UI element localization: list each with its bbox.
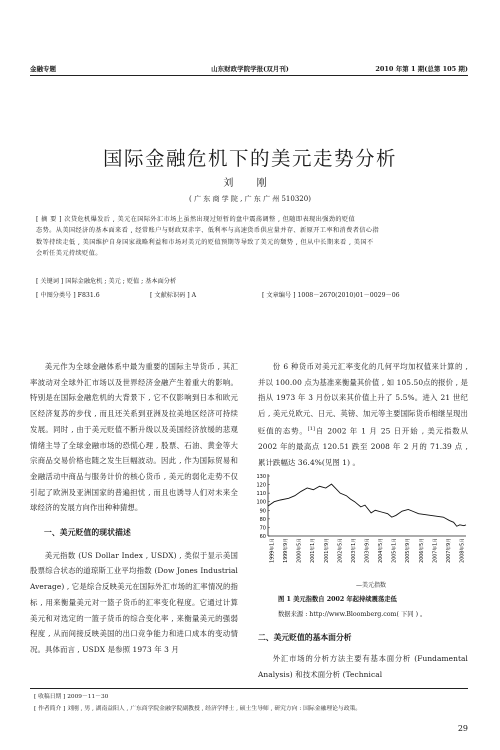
article-author: 刘 刚 [223, 178, 277, 189]
x-tick-label: 2005年1月 [392, 538, 398, 563]
right-column-bottom [258, 651, 468, 682]
abstract-line: 会听任美元持续贬值。 [36, 250, 102, 258]
usdx-chart [254, 470, 470, 580]
y-tick-label: 130 [256, 474, 266, 480]
x-tick-label: 2007年1月 [433, 538, 439, 563]
figure-source: 数据来源 : http://www.Bloomberg.com( 下同 ) 。 [278, 611, 427, 618]
y-tick-label: 80 [259, 516, 266, 523]
y-tick-label: 90 [259, 508, 266, 515]
figure-caption: 图 1 美元指数自 2002 年起持续震荡走低 [278, 596, 397, 603]
paragraph: 美元指数 (US Dollar Index , USDX) , 类似于显示美国股票综合状态的道琼斯工业平均指数 (Dow Jones Industrial Average) , 它是综合反映美元在国际外汇市场的汇率情况的指标 , 用来衡量美元对一篮子货币的汇率变化程度。它通过计算美元和对选定的一篮子货币的综合变化率 , 来衡量美元的强弱程度 , 从而间接反映美国的出口竞争能力和进口成本的变动情况。具体而言 , USDX 是参照 1973 年 3 月 [30, 550, 238, 654]
x-tick-label: 2007年9月 [446, 538, 452, 563]
article-number: [ 文章编号 ] 1008－2670(2010)01－0029－06 [262, 292, 400, 299]
series-line-usdx [268, 484, 466, 526]
y-tick-label: 120 [256, 482, 266, 489]
y-tick-label: 110 [256, 491, 266, 498]
y-tick-label: 70 [259, 525, 266, 532]
header-rule [30, 75, 468, 76]
paragraph: 美元作为全球金融体系中最为重要的国际主导货币 , 其汇率波动对全球外汇市场以及世界经济金融产生着重大的影响。特别是在国际金融危机的大背景下 , 它不仅影响到日本和欧元区经济复苏的步伐 , 而且还关系到亚洲及拉美地区经济可持续发展。同时 , 由于美元贬值不断升级以及美国经济放缓的悲观情绪主导了全球金融市场的恐慌心理 , 股票、石油、黄金等大宗商品交易价格也随之发生巨幅波动。因此 , 作为国际贸易和金融活动中商品与服务计价的核心货币 , 美元的弱化走势不仅引起了欧洲及亚洲国家的普遍担忧 , 而且也诱导人们对未来全球经济的发展方向作出种种猜想。 [30, 362, 238, 513]
clc-number: [ 中图分类号 ] F831.6 [36, 292, 100, 299]
x-tick-label: 2001年9月 [324, 538, 330, 563]
running-header-center: 山东财政学院学报(双月刊) [211, 65, 289, 73]
running-header-right: 2010 年第 1 期(总第 105 期) [375, 65, 468, 73]
x-tick-label: 2002年5月 [338, 538, 344, 563]
abstract-line: 态势。从美国经济的基本面来看 , 经常账户与财政双赤字、低利率与高速货币供应量并存、新原开工率和消费者信心指 [36, 227, 380, 235]
left-column [30, 359, 238, 658]
x-tick-label: 2006年5月 [419, 538, 425, 563]
x-tick-label: 2003年1月 [351, 538, 357, 563]
footnote-author-bio: [ 作者简介 ] 刘刚 , 男 , 湖南益阳人 , 广东商学院金融学院副教授 , 经济学博士 , 硕士生导师 , 研究方向 : 国际金融理论与政策。 [34, 706, 362, 712]
abstract-line: [ 摘 要 ] 次贷危机爆发后 , 美元在国际外汇市场上虽然出现过短暂的盘中震荡调整 , 但随即表现出强劲的贬值 [36, 216, 356, 223]
right-column-top [258, 359, 468, 470]
paragraph-part: 份 6 种货币对美元汇率变化的几何平均加权值来计算的 , 并以 100.00 点为基准来衡量其价值 , 如 105.50点的报价 , 是指从 1973 年 3 月份以来其价值上升了 5.5%。进入 21 世纪后 , 美元兑欧元、日元、英镑、加元等主要国际货币相继呈现出贬值的态势。 [258, 362, 468, 436]
keywords: [ 关键词 ] 国际金融危机 ; 美元 ; 贬值 ; 基本面分析 [36, 278, 177, 285]
x-tick-label: 2004年5月 [379, 538, 385, 563]
x-tick-label: 2001年1月 [311, 538, 317, 563]
article-affiliation: ( 广 东 商 学 院 , 广 东 广 州 510320) [189, 195, 311, 203]
section-heading-2: 二、美元贬值的基本面分析 [258, 633, 352, 642]
footnote-received: [ 收稿日期 ] 2009－11－30 [34, 694, 109, 700]
footnote-rule [30, 688, 468, 689]
x-tick-label: 1999年1月 [270, 538, 276, 563]
chart-legend: —美元指数 [356, 582, 387, 589]
x-tick-label: 2003年9月 [365, 538, 371, 563]
abstract-line: 数等持续走低 , 美国维护自身国家战略利益和市场对美元的贬值预期等导致了美元的颓势 , 但从中长期来看 , 美国不 [36, 238, 374, 246]
x-tick-label: 1999年9月 [284, 538, 290, 563]
section-heading-1: 一、美元贬值的现状描述 [44, 528, 131, 538]
paragraph-part: 自 2002 年 1 月 25 日开始 , 美元指数从 2002 年的最高点 120.51 跌至 2008 年 2 月的 71.39 点 , 累计跌幅达 36.4%(见图 1) 。 [258, 426, 468, 467]
paragraph: 外汇市场的分析方法主要有基本面分析 (Fundamental Analysis) 和技术面分析 (Technical [258, 654, 468, 679]
x-tick-label: 2000年5月 [297, 538, 303, 563]
y-tick-label: 100 [256, 499, 266, 506]
page-number: 29 [457, 724, 468, 733]
y-tick-label: 60 [259, 534, 266, 540]
x-tick-label: 2008年5月 [460, 538, 466, 563]
x-tick-label: 2005年9月 [406, 538, 412, 563]
article-title: 国际金融危机下的美元走势分析 [102, 147, 397, 170]
paragraph [258, 359, 468, 470]
running-header-left: 金融专题 [30, 65, 56, 73]
document-code: [ 文献标识码 ] A [150, 292, 197, 299]
citation-ref[interactable]: [1] [307, 425, 316, 432]
abstract [36, 214, 466, 260]
